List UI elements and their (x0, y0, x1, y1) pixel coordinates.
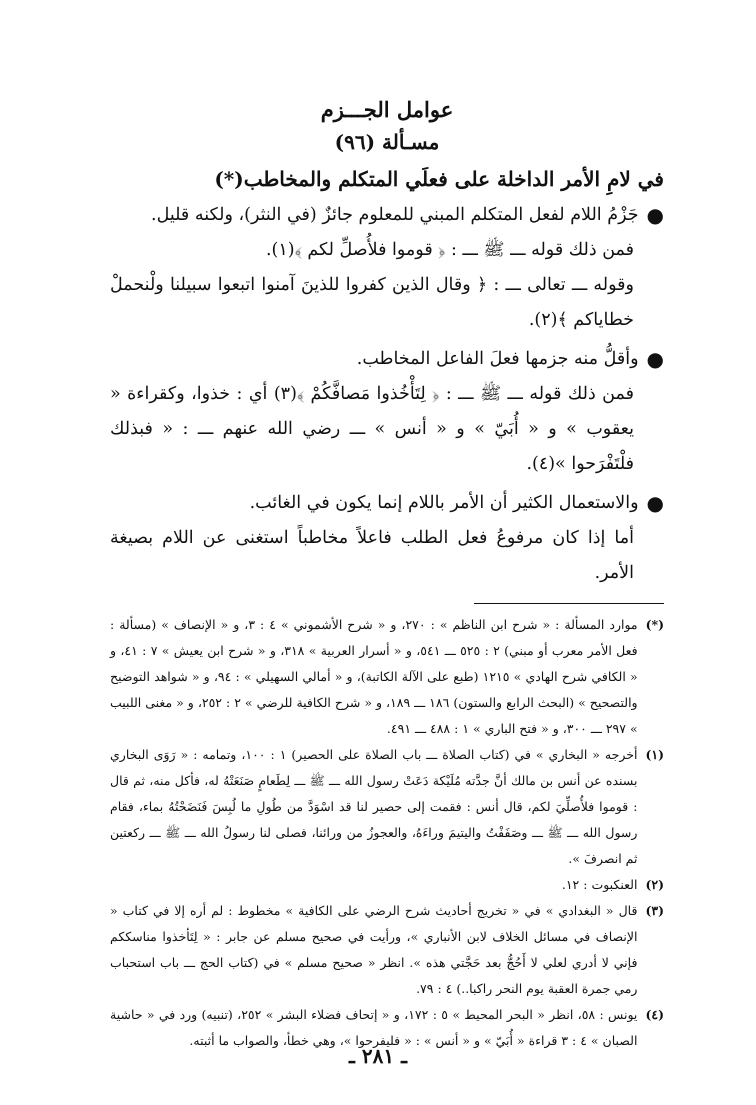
paragraph: فمن ذلك قوله ـــ ﷺ ـــ : ﴿ لِتَأْخُذوا مَصافَّكُمْ ﴾(٣) أي : خذوا، وكقراءة « يعقوب » و « أُبَيّ » و « أنس » ـــ رضي الله عنهم ـــ : « فبذلك فلْتَفْرَحوا »(٤). (110, 384, 634, 474)
footnote-divider (474, 603, 664, 604)
footnote (110, 872, 664, 898)
bullet-text: جَزْمُ اللام لفعل المتكلم المبني للمعلوم جائزٌ (في النثر)، ولكنه قليل. (151, 205, 639, 225)
paragraph: وقوله ـــ تعالى ـــ : ﴿ وقال الذين كفروا للذينَ آمنوا اتبعوا سبيلنا ولْنحملْ خطاياكم ﴾(٢). (110, 275, 634, 330)
bullet-text: والاستعمال الكثير أن الأمر باللام إنما يكون في الغائب. (249, 493, 639, 513)
footnote (110, 742, 664, 872)
footnote-mark: (٤) (645, 1007, 664, 1022)
footnote-mark: (*) (645, 617, 664, 632)
footnote-text: أخرجه « البخاري » في (كتاب الصلاة ـــ باب الصلاة على الحصير) ١ : ١٠٠، وتمامه : « رَوَى البخاري بسنده عن أنس بن مالك أنَّ جدَّته مُلَيْكة دَعَتْ رسول الله ـــ ﷺ ـــ لِطَعامٍ صَنَعَتْهُ له، فأكل منه، ثم قال : قوموا فلأُصلِّيَ لكم، قال أنس : فقمت إلى حصير لنا قد اسْوَدَّ من طُولِ ما لُبِسَ فَنَضَحْتُهُ بماء، فقام رسول الله ـــ ﷺ ـــ وصَفَفْتُ واليتيمَ وراءَهُ، والعجوزُ من ورائنا، فصلى لنا رسولُ الله ـــ ﷺ ـــ ركعتين ثم انصرفَ ». (110, 747, 638, 866)
issue-number: مسـألة (٩٦) (334, 130, 440, 154)
main-text (110, 198, 664, 591)
footnotes (110, 612, 664, 1054)
paragraph: أما إذا كان مرفوعُ فعل الطلب فاعلاً مخاطباً استغنى عن اللام بصيغة الأمر. (110, 528, 634, 583)
footnote-mark: (١) (645, 747, 664, 762)
bullet-paragraph (110, 198, 664, 233)
footnote-mark: (٣) (645, 903, 664, 918)
paragraph: فمن ذلك قوله ـــ ﷺ ـــ : ﴿ قوموا فلأُصلِّ لكم ﴾(١). (265, 240, 634, 260)
bullet-paragraph (110, 342, 664, 377)
bullet-icon: ● (646, 347, 664, 371)
bullet-icon: ● (646, 491, 664, 515)
footnote-text: العنكبوت : ١٢. (561, 877, 638, 892)
footnote-text: يونس : ٥٨، انظر « البحر المحيط » ٥ : ١٧٢، و « إتحاف فضلاء البشر » ٢٥٢، (تنبيه) ورد في « حاشية الصبان » ٤ : ٣ قراءة « أُبَيّ » و « أنس » : « فليفرحوا »، وهي خطأ، والصواب ما أثبته. (110, 1007, 638, 1048)
footnote-text: قال « البغدادي » في « تخريج أحاديث شرح الرضي على الكافية » مخطوط : لم أره إلا في كتاب « الإنصاف في مسائل الخلاف لابن الأنباري »، ورأيت في صحيح مسلم عن جابر : « لِتَأخذوا مناسككم فإني لا أدري لعلي لا أَحُجُّ بعد حَجَّتي هذه ». انظر « صحيح مسلم » في (كتاب الحج ـــ باب استحباب رمي جمرة العقبة يوم النحر راكبا..) ٤ : ٧٩. (110, 903, 638, 996)
bullet-paragraph (110, 486, 664, 521)
page-number: ـ ٢٨١ ـ (349, 1044, 407, 1068)
section-heading: في لامِ الأمر الداخلة على فعلَي المتكلم والمخاطب(*) (214, 167, 664, 191)
page-title: عوامل الجـــزم (320, 97, 454, 122)
footnote-text: موارد المسألة : « شرح ابن الناظم » : ٢٧٠، و « شرح الأشموني » ٤ : ٣، و « الإنصاف » (مسألة : فعل الأمر معرب أو مبني) ٢ : ٥٢٥ ـــ ٥٤١، و « أسرار العربية » ٣١٨، و « شرح ابن يعيش » ٧ : ٤١، و « الكافي شرح الهادي » ١٢١٥ (طبع على الآلة الكاتبة)، و « أمالي السهيلي » : ٩٤، و « شواهد التوضيح والتصحيح » (البحث الرابع والستون) ١٨٦ ـــ ١٨٩، و « شرح الكافية للرضي » ٢ : ٢٥٢، و « مغنى اللبيب » ٢٩٧ ـــ ٣٠٠، و « فتح الباري » ١ : ٤٨٨ ـــ ٤٩١. (110, 617, 638, 736)
bullet-icon: ● (646, 203, 664, 227)
footnote-mark: (٢) (645, 877, 664, 892)
bullet-text: وأقلُّ منه جزمها فعلَ الفاعل المخاطب. (356, 349, 639, 369)
footnote (110, 898, 664, 1002)
footnote (110, 612, 664, 742)
